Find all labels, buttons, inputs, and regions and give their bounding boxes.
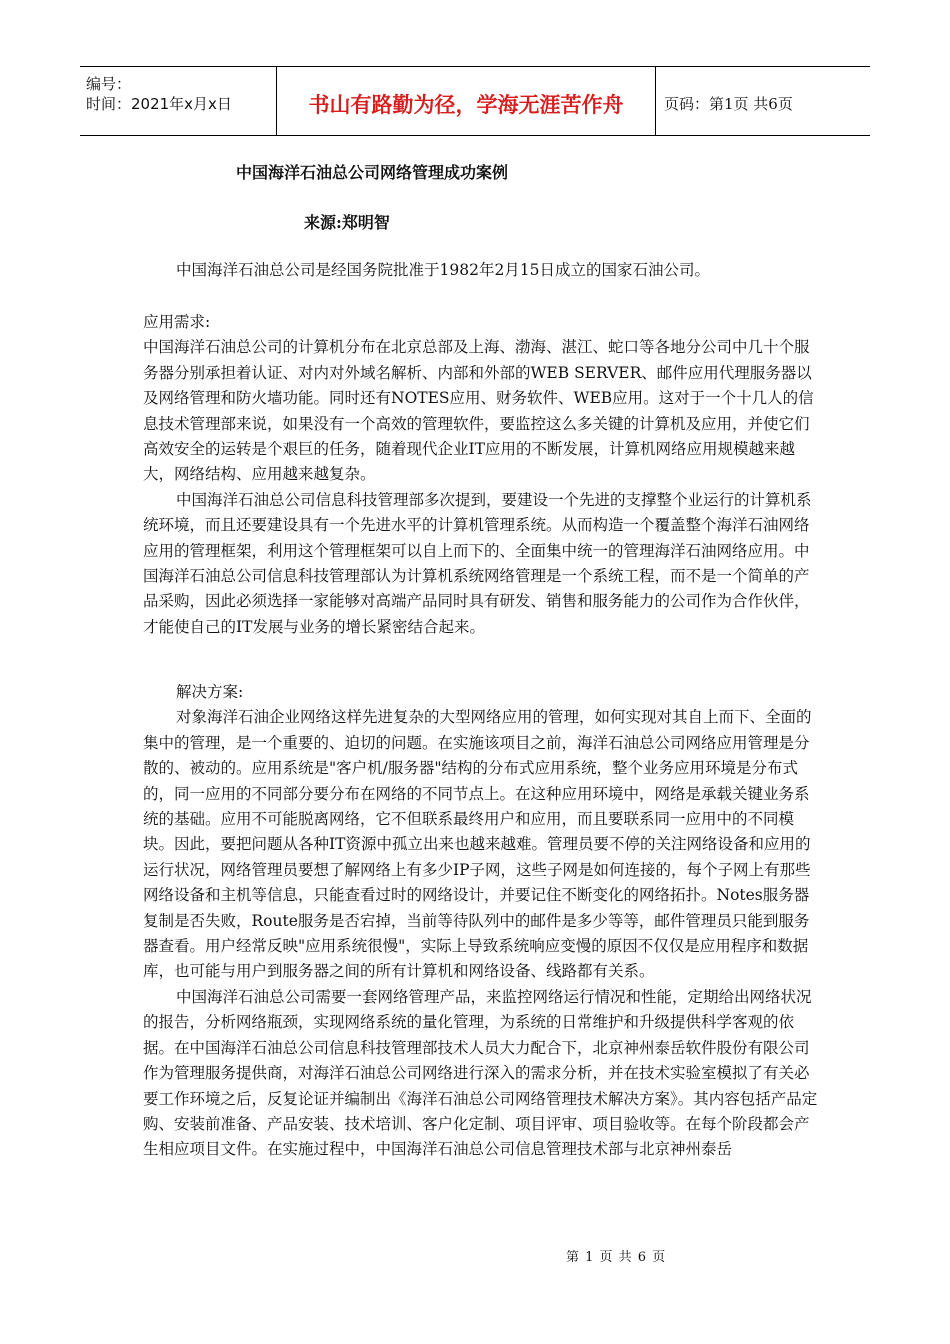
solution-paragraph-1: 对象海洋石油企业网络这样先进复杂的大型网络应用的管理，如何实现对其自上而下、全面的集中的管理，是一个重要的、迫切的问题。在实施该项目之前，海洋石油总公司网络应用管理是分散的、被动的。应用系统是"客户机/服务器"结构的分布式应用系统，整个业务应用环境是分布式的，同一应用的不同部分要分布在网络的不同节点上。在这种应用环境中，网络是承载关键业务系统的基础。应用不可能脱离网络，它不但联系最终用户和应用，而且要联系同一应用中的不同模块。因此，要把问题从各种IT资源中孤立出来也越来越难。管理员要不停的关注网络设备和应用的运行状况，网络管理员要想了解网络上有多少IP子网，这些子网是如何连接的，每个子网上有那些网络设备和主机等信息，只能查看过时的网络设计，并要记住不断变化的网络拓扑。Notes服务器复制是否失败，Route服务是否宕掉，当前等待队列中的邮件是多少等等，邮件管理员只能到服务器查看。用户经常反映"应用系统很慢"，实际上导致系统响应变慢的原因不仅仅是应用程序和数据库，也可能与用户到服务器之间的所有计算机和网络设备、线路都有关系。	[143, 708, 812, 981]
solution-paragraph-2: 中国海洋石油总公司需要一套网络管理产品，来监控网络运行情况和性能，定期给出网络状况的报告，分析网络瓶颈，实现网络系统的量化管理，为系统的日常维护和升级提供科学客观的依据。在中国海洋石油总公司信息科技管理部技术人员大力配合下，北京神州泰岳软件股份有限公司作为管理服务提供商，对海洋石油总公司网络进行深入的需求分析，并在技术实验室模拟了有关必要工作环境之后，反复论证并编制出《海洋石油总公司网络管理技术解决方案》。其内容包括产品定购、安装前准备、产品安装、技术培训、客户化定制、项目评审、项目验收等。在每个阶段都会产生相应项目文件。在实施过程中，中国海洋石油总公司信息管理技术部与北京神州泰岳	[143, 987, 818, 1159]
requirements-paragraph-1: 中国海洋石油总公司的计算机分布在北京总部及上海、渤海、湛江、蛇口等各地分公司中几十个服务器分别承担着认证、对内对外域名解析、内部和外部的WEB SERVER、邮件应用代理服务器以及网络管理和防火墙功能。同时还有NOTES应用、财务软件、WEB应用。这对于一个十几人的信息技术管理部来说，如果没有一个高效的管理软件，要监控这么多关键的计算机及应用，并使它们高效安全的运转是个艰巨的任务，随着现代企业IT应用的不断发展，计算机网络应用规模越来越大，网络结构、应用越来越复杂。	[143, 338, 814, 484]
intro-section	[143, 258, 823, 283]
header-left-cell	[80, 67, 277, 135]
document-title: 中国海洋石油总公司网络管理成功案例	[236, 163, 509, 182]
document-date: 时间：2021年x月x日	[86, 95, 232, 113]
header-page-info: 页码：第1页 共6页	[664, 95, 793, 113]
page-header	[80, 66, 870, 136]
page-footer: 第 1 页 共 6 页	[566, 1250, 667, 1265]
solution-heading: 解决方案:	[176, 683, 244, 701]
header-middle-cell	[277, 67, 656, 135]
requirements-heading: 应用需求:	[143, 313, 211, 331]
header-right-cell	[656, 67, 870, 135]
requirements-section	[143, 310, 823, 640]
solution-section	[143, 680, 823, 1163]
document-source: 来源:郑明智	[304, 213, 390, 232]
header-motto: 书山有路勤为径，学海无涯苦作舟	[308, 93, 624, 117]
document-number-label: 编号：	[86, 75, 132, 93]
requirements-paragraph-2: 中国海洋石油总公司信息科技管理部多次提到，要建设一个先进的支撑整个业运行的计算机系统环境，而且还要建设具有一个先进水平的计算机管理系统。从而构造一个覆盖整个海洋石油网络应用的管理框架，利用这个管理框架可以自上而下的、全面集中统一的管理海洋石油网络应用。中国海洋石油总公司信息科技管理部认为计算机系统网络管理是一个系统工程，而不是一个简单的产品采购，因此必须选择一家能够对高端产品同时具有研发、销售和服务能力的公司作为合作伙伴，才能使自己的IT发展与业务的增长紧密结合起来。	[143, 490, 812, 636]
intro-paragraph: 中国海洋石油总公司是经国务院批准于1982年2月15日成立的国家石油公司。	[176, 261, 711, 279]
